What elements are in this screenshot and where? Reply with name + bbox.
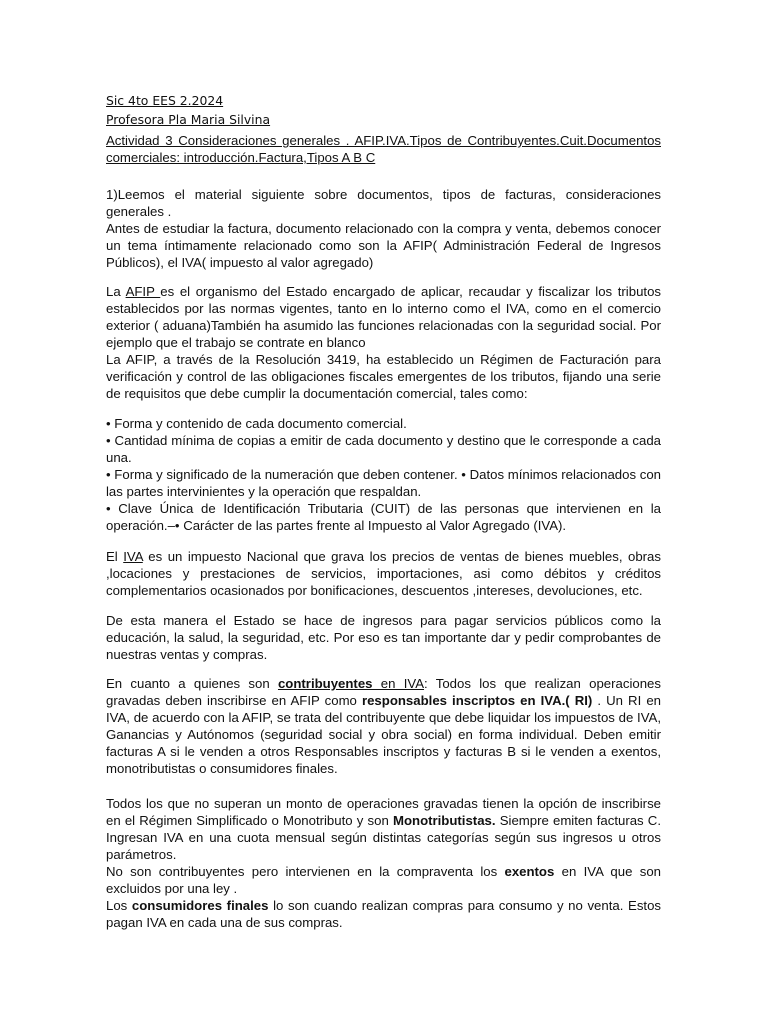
p3-post: es el organismo del Estado encargado de aplicar, recaudar y fiscalizar los tributos establecidos por las normas vigentes, tanto en lo interno como el IVA, como en el comercio exterior ( aduana)También ha asumido las funciones relacionadas con la seguridad social. Por ejemplo que el trabajo se contrate en blanco [106, 284, 662, 350]
paragraph-9-text [106, 863, 661, 897]
paragraph-10-text [106, 897, 661, 931]
p5-pre: El [106, 549, 124, 564]
p7-pre: En cuanto a quienes son [106, 676, 278, 691]
document-header [106, 92, 661, 129]
p8-pre: Todos los que no superan un monto de operaciones gravadas tienen la opción de inscribirse en el Régimen Simplificado o Monotributo y son [106, 796, 661, 828]
paragraph-1 [106, 186, 661, 220]
list-item: • Forma y contenido de cada documento comercial. [106, 416, 407, 431]
p9-pre: No son contribuyentes pero intervienen en la compraventa los [106, 864, 505, 879]
consumidores-finales-term: consumidores finales [131, 898, 269, 913]
paragraph-3 [106, 283, 661, 351]
p10-post: lo son cuando realizan compras para consumo y no venta. Estos pagan IVA en cada una de sus compras. [106, 898, 661, 930]
monotributistas-term: Monotributistas. [392, 813, 496, 828]
paragraph-3-text [106, 283, 661, 351]
list-item: • Clave Única de Identificación Tributaria (CUIT) de las personas que intervienen en la operación.–• Carácter de las partes frente al Impuesto al Valor Agregado (IVA). [106, 501, 661, 533]
paragraph-5-text [106, 548, 661, 599]
paragraph-6 [106, 612, 661, 663]
contribuyentes-term: contribuyentes [277, 676, 373, 691]
activity-title [106, 132, 661, 166]
p9-post: en IVA que son excluidos por una ley . [106, 864, 661, 896]
iva-term: IVA [123, 549, 143, 564]
ri-term: responsables inscriptos en IVA.( RI) [361, 693, 593, 708]
requirements-list [106, 415, 661, 534]
paragraph-8-text [106, 795, 661, 863]
paragraph-2-text: Antes de estudiar la factura, documento relacionado con la compra y venta, debemos conocer un tema íntimamente relacionado como son la AFIP( Administración Federal de Ingresos Públicos), el IVA( impuesto al valor agregado) [106, 221, 661, 270]
paragraph-4 [106, 351, 661, 402]
paragraph-8 [106, 795, 661, 931]
list-item: • Forma y significado de la numeración que deben contener. • Datos mínimos relacionados con las partes intervinientes y la operación que respaldan. [106, 467, 661, 499]
afip-term: AFIP [125, 284, 161, 299]
paragraph-5 [106, 548, 661, 599]
list-item: • Cantidad mínima de copias a emitir de cada documento y destino que le corresponde a cada una. [106, 433, 661, 465]
p8-post: Siempre emiten facturas C. Ingresan IVA en una cuota mensual según distintas categorías según sus ingresos u otros parámetros. [106, 813, 661, 862]
p3-pre: La [106, 284, 126, 299]
paragraph-1-text: 1)Leemos el material siguiente sobre documentos, tipos de facturas, consideraciones generales . [106, 187, 661, 219]
p7-post: . Un RI en IVA, de acuerdo con la AFIP, se trata del contribuyente que debe liquidar los impuestos de IVA, Ganancias y Autónomos (seguridad social y obra social) en forma individual. Deben emitir facturas A si le venden a otros Responsables inscriptos y facturas B si le venden a exentos, monotributistas o consumidores finales. [106, 693, 661, 776]
paragraph-4-text: La AFIP, a través de la Resolución 3419, ha establecido un Régimen de Facturación para verificación y control de las obligaciones fiscales emergentes de los tributos, fijando una serie de requisitos que debe cumplir la documentación comercial, tales como: [106, 352, 661, 401]
paragraph-2 [106, 220, 661, 271]
activity-title-text: Actividad 3 Consideraciones generales . AFIP.IVA.Tipos de Contribuyentes.Cuit.Documentos comerciales: introducción.Factura,Tipos A B C [106, 133, 661, 165]
paragraph-7 [106, 675, 661, 777]
en-iva-term: en IVA [372, 676, 425, 691]
p7-mid: : Todos los que realizan operaciones gravadas deben inscribirse en AFIP como [106, 676, 661, 708]
course-code: Sic 4to EES 2.2024 [106, 93, 224, 108]
paragraph-7-text [106, 675, 661, 777]
teacher-name: Profesora Pla Maria Silvina [106, 111, 271, 127]
paragraph-6-text: De esta manera el Estado se hace de ingresos para pagar servicios públicos como la educación, la salud, la seguridad, etc. Por eso es tan importante dar y pedir comprobantes de nuestras ventas y compras. [106, 613, 661, 662]
p5-post: es un impuesto Nacional que grava los precios de ventas de bienes muebles, obras ,locaciones y prestaciones de servicios, importaciones, asi como débitos y créditos complementarios ocasionados por bonificaciones, descuentos ,intereses, devoluciones, etc. [106, 549, 661, 598]
p10-pre: Los [106, 898, 132, 913]
exentos-term: exentos [504, 864, 555, 879]
